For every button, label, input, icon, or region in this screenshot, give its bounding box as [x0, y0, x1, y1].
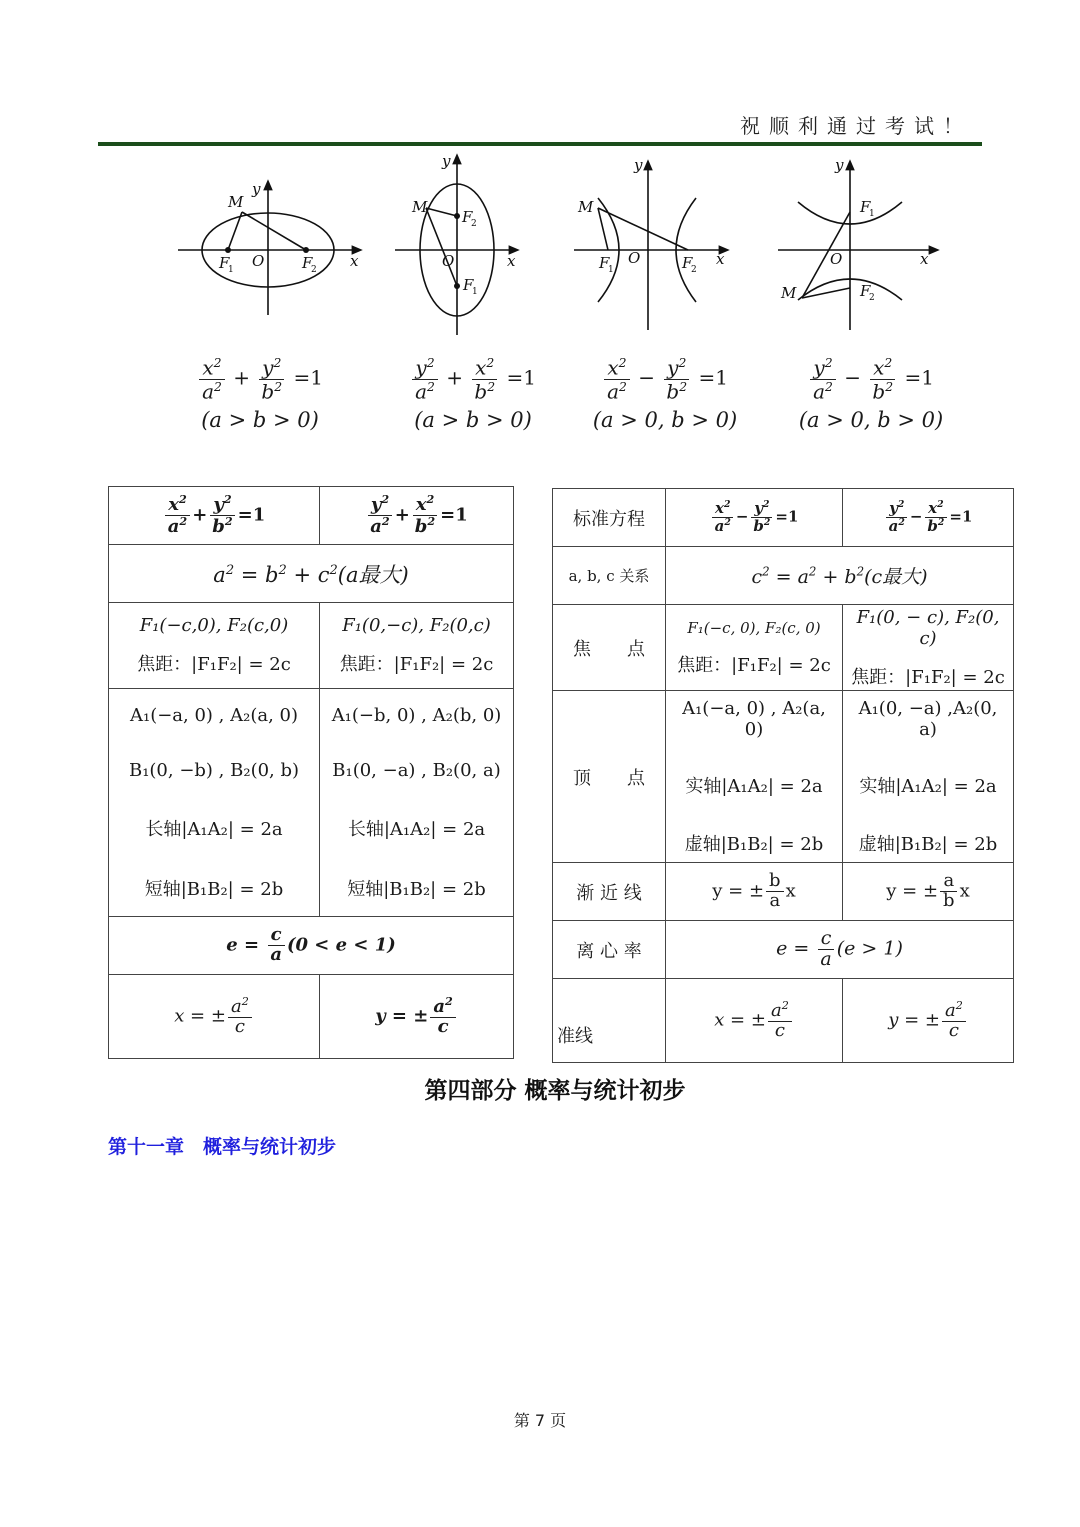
hyperbola-label-relation: a, b, c 关系: [553, 547, 666, 605]
figure-ellipse-vertical: [395, 158, 515, 335]
figure-hyperbola-vertical: [778, 164, 935, 330]
ellipse-directrix-2: y = ± $\frac{a^2}{c}$: [320, 975, 514, 1059]
condition: (a > 0, b > 0): [592, 408, 738, 433]
fig1-label-o: O: [252, 252, 265, 270]
fig4-label-y: y: [835, 156, 844, 174]
hyperbola-label-directrix: 准线: [553, 979, 666, 1063]
condition: (a > b > 0): [201, 408, 319, 433]
ellipse-directrix-1: x = ± $\frac{a^2}{c}$: [109, 975, 320, 1059]
hyperbola-header-1: $\frac{x^2}{a^2}$ − $\frac{y^2}{b^2}$ =1: [666, 489, 843, 547]
hyperbola-directrix-2: y = ± $\frac{a^2}{c}$: [843, 979, 1014, 1063]
fig3-label-f1-sub: 1: [608, 265, 614, 275]
fig2-label-o: O: [442, 252, 455, 270]
fig4-label-f1-sub: 1: [869, 209, 875, 219]
hyperbola-eccentricity: e = $\frac{c}{a}$ (e > 1): [666, 921, 1014, 979]
fig4-label-m: M: [781, 284, 797, 302]
hyperbola-foci-1: F₁(−c, 0), F₂(c, 0) 焦距：|F₁F₂| = 2c: [666, 605, 843, 691]
fig3-label-f2: F: [682, 254, 693, 272]
fig3-label-o: O: [628, 249, 641, 267]
fig1-label-f2-sub: 2: [311, 265, 317, 275]
fig4-label-f2: F: [860, 282, 871, 300]
hyperbola-label-eccentricity: 离 心 率: [553, 921, 666, 979]
fig4-label-f1: F: [860, 198, 871, 216]
hyperbola-abc-relation: $c^2 = a^2 + b^2(c$最大): [666, 547, 1014, 605]
fig1-label-f1-sub: 1: [228, 265, 234, 275]
fig2-label-f2-sub: 2: [471, 219, 477, 229]
hyperbola-foci-2: F₁(0, − c), F₂(0, c) 焦距：|F₁F₂| = 2c: [843, 605, 1014, 691]
chapter-title: 第十一章 概率与统计初步: [108, 1136, 337, 1158]
equation-ellipse-horizontal: $\frac{x^2}{a^2}$ + $\frac{y^2}{b^2}$ =1 (a > b > 0): [160, 356, 360, 432]
condition: (a > 0, b > 0): [798, 408, 944, 433]
fig3-label-y: y: [634, 156, 643, 174]
ellipse-vertices-1: A₁(−a, 0) , A₂(a, 0) B₁(0, −b) , B₂(0, b) 长轴|A₁A₂| = 2a 短轴|B₁B₂| = 2b: [109, 689, 320, 917]
fig2-label-m: M: [412, 198, 428, 216]
fig1-label-f2: F: [302, 254, 313, 272]
fig3-label-f2-sub: 2: [691, 265, 697, 275]
hyperbola-asymptote-1: y = ± $\frac{b}{a}$ x: [666, 863, 843, 921]
equation-hyperbola-vertical: $\frac{y^2}{a^2}$ − $\frac{x^2}{b^2}$ =1 (a > 0, b > 0): [771, 356, 971, 432]
figure-hyperbola-horizontal: [574, 164, 725, 330]
hyperbola-label-asymptote: 渐 近 线: [553, 863, 666, 921]
hyperbola-label-vertices: 顶 点: [553, 691, 666, 863]
hyperbola-vertices-1: A₁(−a, 0) , A₂(a, 0) 实轴|A₁A₂| = 2a 虚轴|B₁B₂| = 2b: [666, 691, 843, 863]
part-title: 第四部分 概率与统计初步: [424, 1078, 686, 1104]
fig1-label-y: y: [252, 180, 261, 198]
equation-ellipse-vertical: $\frac{y^2}{a^2}$ + $\frac{x^2}{b^2}$ =1 (a > b > 0): [373, 356, 573, 432]
fig3-label-f1: F: [599, 254, 610, 272]
fig2-label-f1: F: [463, 276, 474, 294]
ellipse-foci-1: F₁(−c,0), F₂(c,0) 焦距：|F₁F₂| = 2c: [109, 603, 320, 689]
hyperbola-vertices-2: A₁(0, −a) ,A₂(0, a) 实轴|A₁A₂| = 2a 虚轴|B₁B₂| = 2b: [843, 691, 1014, 863]
fig1-label-m: M: [228, 193, 244, 211]
condition: (a > b > 0): [414, 408, 532, 433]
header-text: 祝顺利通过考试！: [740, 114, 972, 138]
hyperbola-label-foci: 焦 点: [553, 605, 666, 691]
page-number: 第 7 页: [513, 1411, 567, 1430]
ellipse-foci-2: F₁(0,−c), F₂(0,c) 焦距：|F₁F₂| = 2c: [320, 603, 514, 689]
ellipse-header-2: $\frac{y^2}{a^2}$ + $\frac{x^2}{b^2}$ =1: [320, 487, 514, 545]
ellipse-header-1: $\frac{x^2}{a^2}$ + $\frac{y^2}{b^2}$ =1: [109, 487, 320, 545]
hyperbola-header-2: $\frac{y^2}{a^2}$ − $\frac{x^2}{b^2}$ =1: [843, 489, 1014, 547]
hyperbola-table: [552, 488, 1014, 1063]
conic-figures: [150, 150, 950, 340]
fig2-label-f2: F: [462, 208, 473, 226]
ellipse-vertices-2: A₁(−b, 0) , A₂(b, 0) B₁(0, −a) , B₂(0, a) 长轴|A₁A₂| = 2a 短轴|B₁B₂| = 2b: [320, 689, 514, 917]
fig3-label-m: M: [578, 198, 594, 216]
hyperbola-directrix-1: x = ± $\frac{a^2}{c}$: [666, 979, 843, 1063]
ellipse-table: [108, 486, 514, 1059]
header-rule: [98, 142, 982, 146]
fig4-label-o: O: [830, 250, 843, 268]
fig2-label-f1-sub: 1: [472, 287, 478, 297]
hyperbola-asymptote-2: y = ± $\frac{a}{b}$ x: [843, 863, 1014, 921]
ellipse-eccentricity: e = $\frac{c}{a}$ (0 < e < 1): [109, 917, 514, 975]
fig2-label-x: x: [507, 252, 516, 270]
fig3-label-x: x: [716, 250, 725, 268]
fig4-label-f2-sub: 2: [869, 293, 875, 303]
equation-hyperbola-horizontal: $\frac{x^2}{a^2}$ − $\frac{y^2}{b^2}$ =1 (a > 0, b > 0): [565, 356, 765, 432]
figure-ellipse-horizontal: [178, 184, 358, 315]
fig2-label-y: y: [442, 152, 451, 170]
fig1-label-f1: F: [219, 254, 230, 272]
fig4-label-x: x: [920, 250, 929, 268]
fig1-label-x: x: [350, 252, 359, 270]
ellipse-abc-relation: $a^2 = b^2 + c^2(a$最大): [109, 545, 514, 603]
hyperbola-label-standard: 标准方程: [553, 489, 666, 547]
